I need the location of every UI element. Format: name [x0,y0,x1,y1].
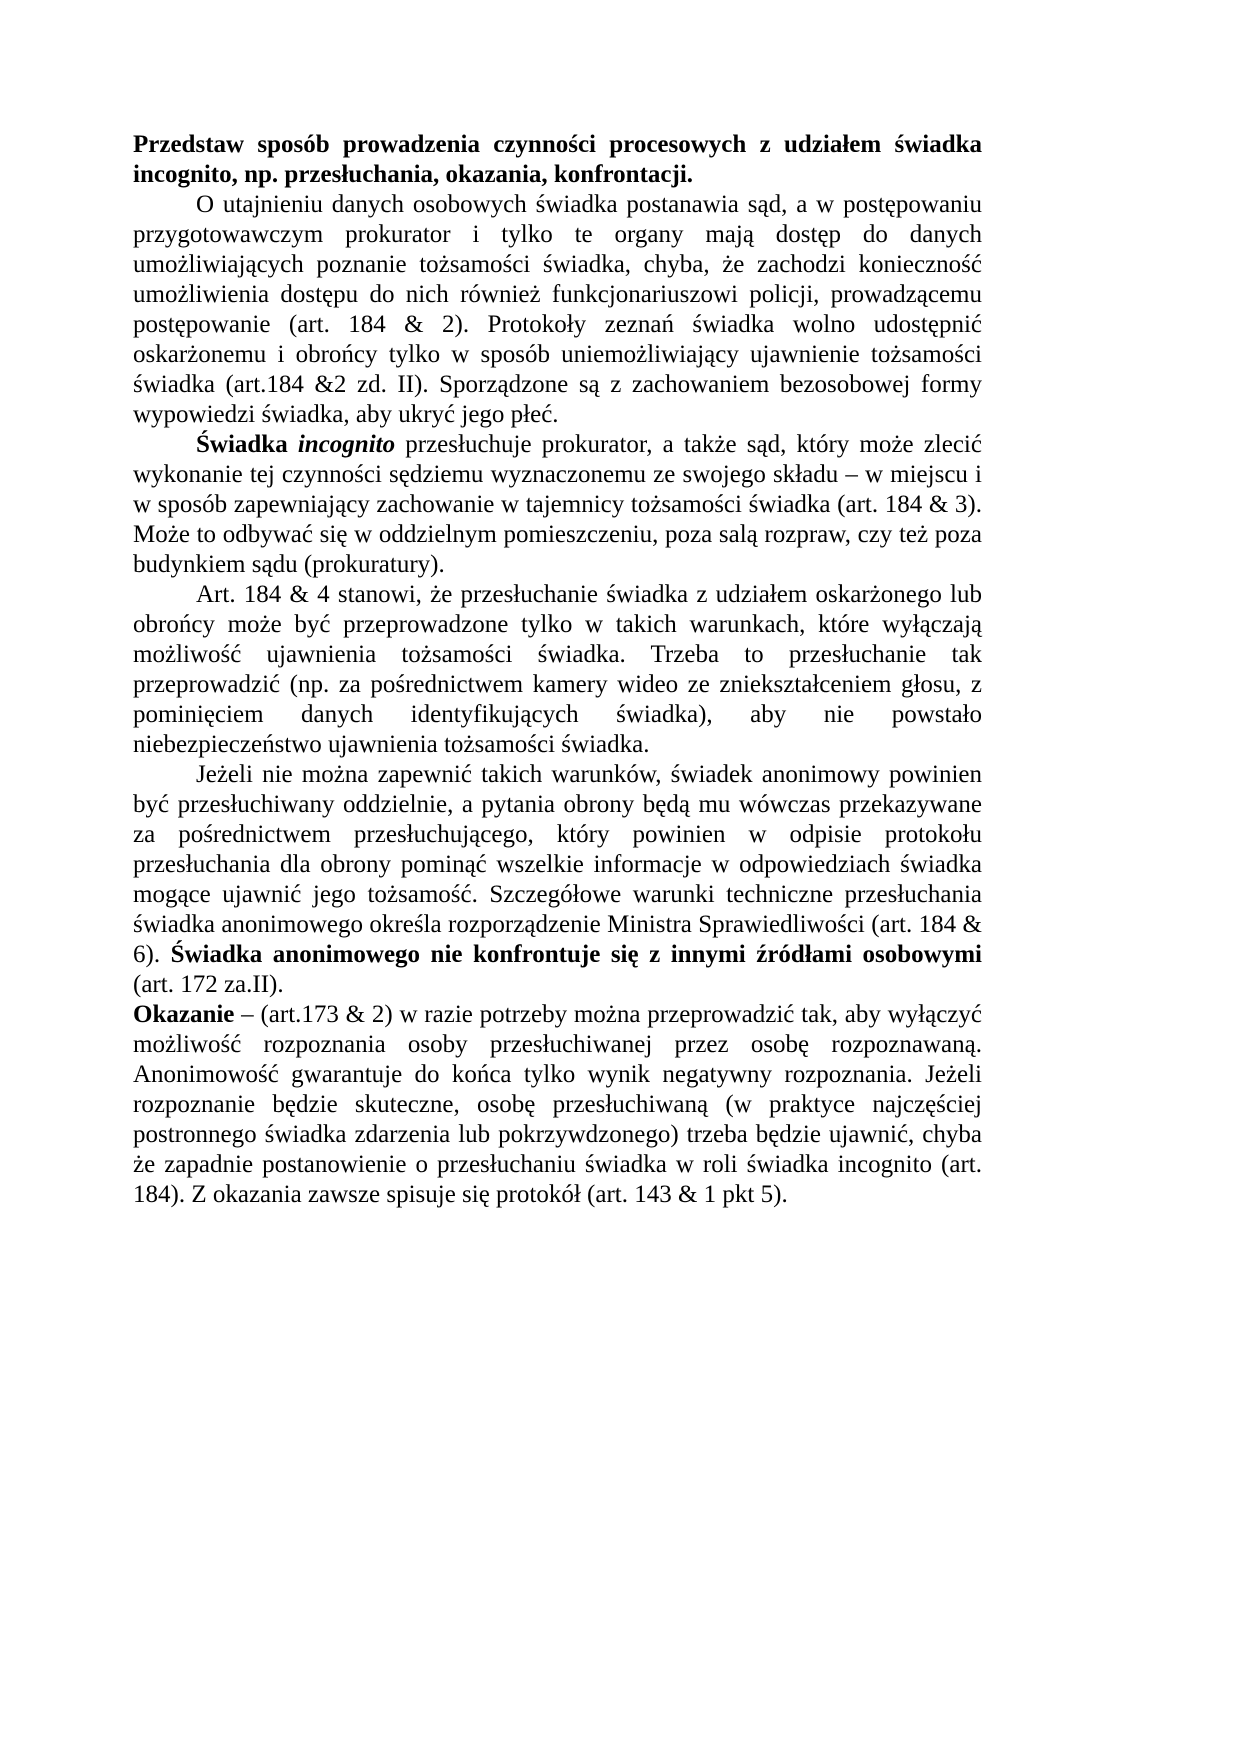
paragraph-anonymous-witness-run-2: Świadka anonimowego nie konfrontuje się z innymi źródłami osobowymi [170,941,983,968]
paragraph-art184-conditions [133,580,982,760]
paragraph-incognito-interrogation-run-3: przesłuchuje prokurator, a także sąd, który może zlecić wykonanie tej czynności sędziemu wyznaczonemu ze swojego składu – w miejscu i w sposób zapewniający zachowanie w tajemnicy tożsamości świadka (art. 184 & 3). Może to odbywać się w oddzielnym pomieszczeniu, poza salą rozpraw, czy też poza budynkiem sądu (prokuratury). [133,431,982,578]
paragraph-data-secrecy-text: O utajnieniu danych osobowych świadka postanawia sąd, a w postępowaniu przygotowawczym prokurator i tylko te organy mają dostęp do danych umożliwiających poznanie tożsamości świadka, chyba, że zachodzi konieczność umożliwienia dostępu do nich również funkcjonariuszowi policji, prowadzącemu postępowanie (art. 184 & 2). Protokoły zeznań świadka wolno udostępnić oskarżonemu i obrońcy tylko w sposób uniemożliwiający ujawnienie tożsamości świadka (art.184 &2 zd. II). Sporządzone są z zachowaniem bezosobowej formy wypowiedzi świadka, aby ukryć jego płeć. [133,191,982,428]
document-title-text: Przedstaw sposób prowadzenia czynności procesowych z udziałem świadka incognito, np. przesłuchania, okazania, konfrontacji. [133,131,982,188]
paragraph-anonymous-witness-run-3: (art. 172 za.II). [133,971,284,998]
document-title [133,130,982,190]
paragraph-okazanie [133,1000,982,1210]
paragraph-anonymous-witness [133,760,982,1000]
paragraph-art184-conditions-text: Art. 184 & 4 stanowi, że przesłuchanie świadka z udziałem oskarżonego lub obrońcy może być przeprowadzone tylko w takich warunkach, które wyłączają możliwość ujawnienia tożsamości świadka. Trzeba to przesłuchanie tak przeprowadzić (np. za pośrednictwem kamery wideo ze zniekształceniem głosu, z pominięciem danych identyfikujących świadka), aby nie powstało niebezpieczeństwo ujawnienia tożsamości świadka. [133,581,982,758]
paragraph-data-secrecy [133,190,982,430]
paragraph-incognito-interrogation [133,430,982,580]
paragraph-incognito-interrogation-run-1: Świadka [196,431,298,458]
paragraph-incognito-interrogation-run-2: incognito [297,431,396,458]
paragraph-anonymous-witness-run-1: Jeżeli nie można zapewnić takich warunków, świadek anonimowy powinien być przesłuchiwany oddzielnie, a pytania obrony będą mu wówczas przekazywane za pośrednictwem przesłuchującego, który powinien w odpisie protokołu przesłuchania dla obrony pominąć wszelkie informacje w odpowiedziach świadka mogące ujawnić jego tożsamość. Szczegółowe warunki techniczne przesłuchania świadka anonimowego określa rozporządzenie Ministra Sprawiedliwości (art. 184 & 6). [133,761,982,968]
document-text [133,130,982,1210]
paragraph-okazanie-run-1: Okazanie [133,1001,235,1028]
paragraph-okazanie-run-2: – (art.173 & 2) w razie potrzeby można przeprowadzić tak, aby wyłączyć możliwość rozpoznania osoby przesłuchiwanej przez osobę rozpoznawaną. Anonimowość gwarantuje do końca tylko wynik negatywny rozpoznania. Jeżeli rozpoznanie będzie skuteczne, osobę przesłuchiwaną (w praktyce najczęściej postronnego świadka zdarzenia lub pokrzywdzonego) trzeba będzie ujawnić, chyba że zapadnie postanowienie o przesłuchaniu świadka w roli świadka incognito (art. 184). Z okazania zawsze spisuje się protokół (art. 143 & 1 pkt 5). [133,1001,982,1208]
